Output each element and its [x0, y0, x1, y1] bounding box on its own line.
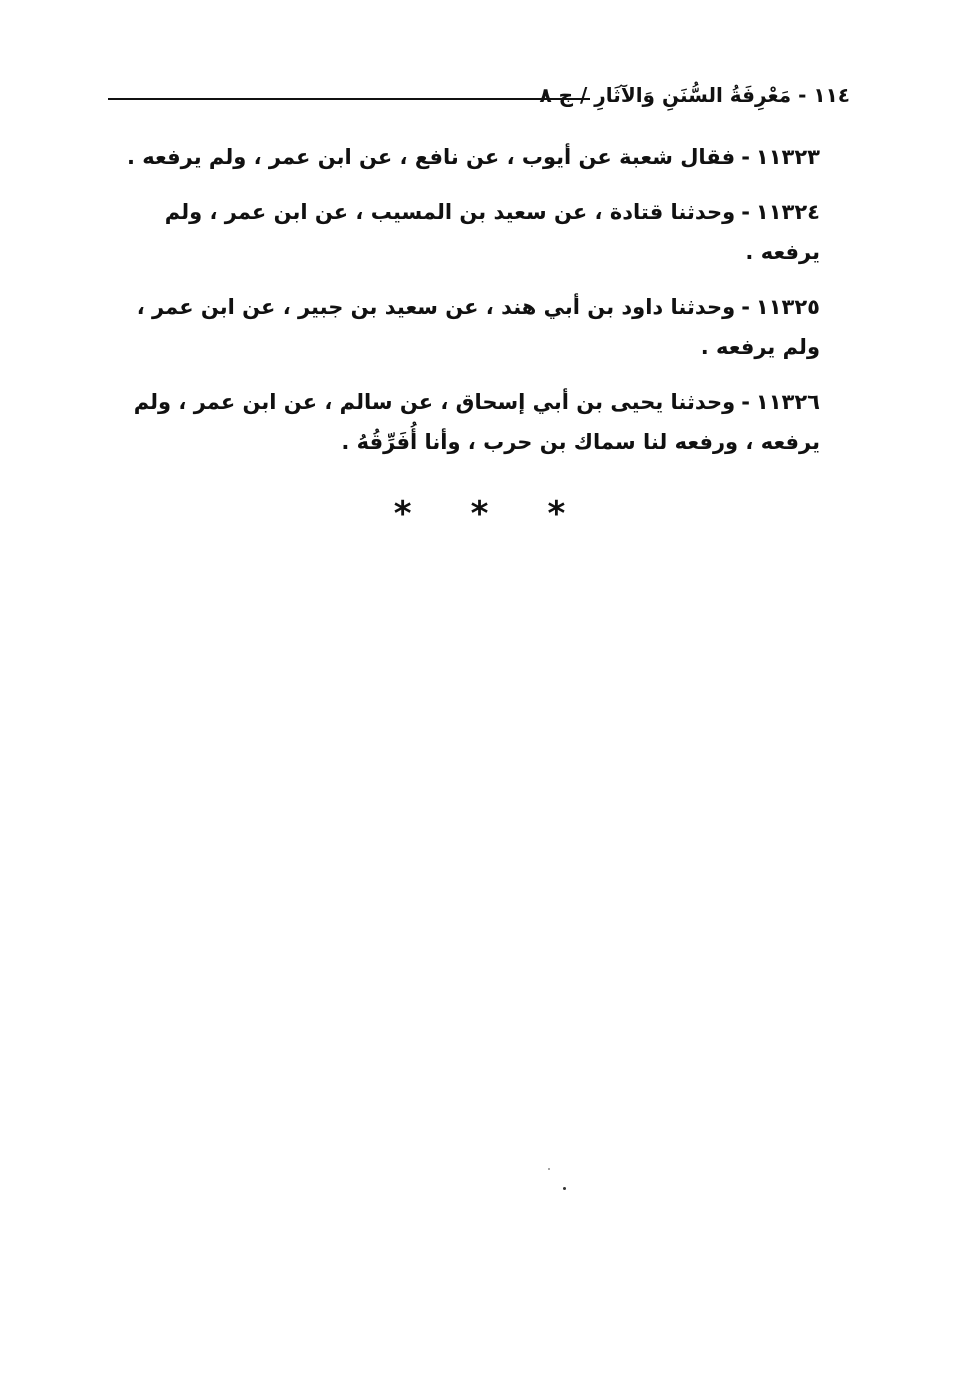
- header-rule: [108, 98, 590, 100]
- running-header: [108, 80, 850, 116]
- entry-11323: ١١٣٢٣-فقال شعبة عن أيوب ، عن نافع ، عن ابن عمر ، ولم يرفعه .: [127, 145, 820, 169]
- scan-speck: [548, 1168, 550, 1170]
- entry-text: وحدثنا قتادة ، عن سعيد بن المسيب ، عن ابن عمر ، ولم يرفعه .: [164, 200, 820, 264]
- entry-text: وحدثنا يحيى بن أبي إسحاق ، عن سالم ، عن ابن عمر ، ولم يرفعه ، ورفعه لنا سماك بن حرب ، وأنا أُفَرِّقُهُ .: [133, 390, 820, 454]
- entries-list: [108, 137, 850, 477]
- entry-number: ١١٣٢٤: [755, 200, 820, 224]
- entry-text: فقال شعبة عن أيوب ، عن نافع ، عن ابن عمر ، ولم يرفعه .: [127, 145, 736, 169]
- entry-number: ١١٣٢٣: [755, 145, 820, 169]
- entry-11325: ١١٣٢٥-وحدثنا داود بن أبي هند ، عن سعيد بن جبير ، عن ابن عمر ، ولم يرفعه .: [136, 295, 820, 359]
- asterisk-mark: *: [470, 494, 489, 534]
- asterisk-mark: *: [547, 494, 566, 534]
- entry-number: ١١٣٢٦: [755, 390, 820, 414]
- entry-11326: ١١٣٢٦-وحدثنا يحيى بن أبي إسحاق ، عن سالم ، عن ابن عمر ، ولم يرفعه ، ورفعه لنا سماك بن حرب ، وأنا أُفَرِّقُهُ .: [133, 390, 820, 454]
- page-header-title: ١١٤ - مَعْرِفَةُ السُّنَنِ وَالآثَارِ / ج ٨: [539, 83, 850, 107]
- entry-number: ١١٣٢٥: [755, 295, 820, 319]
- entry-text: وحدثنا داود بن أبي هند ، عن سعيد بن جبير ، عن ابن عمر ، ولم يرفعه .: [136, 295, 820, 359]
- asterisk-mark: *: [393, 494, 412, 534]
- entry-11324: ١١٣٢٤-وحدثنا قتادة ، عن سعيد بن المسيب ، عن ابن عمر ، ولم يرفعه .: [164, 200, 820, 264]
- section-separator: [0, 494, 959, 534]
- scan-speck: [563, 1187, 566, 1190]
